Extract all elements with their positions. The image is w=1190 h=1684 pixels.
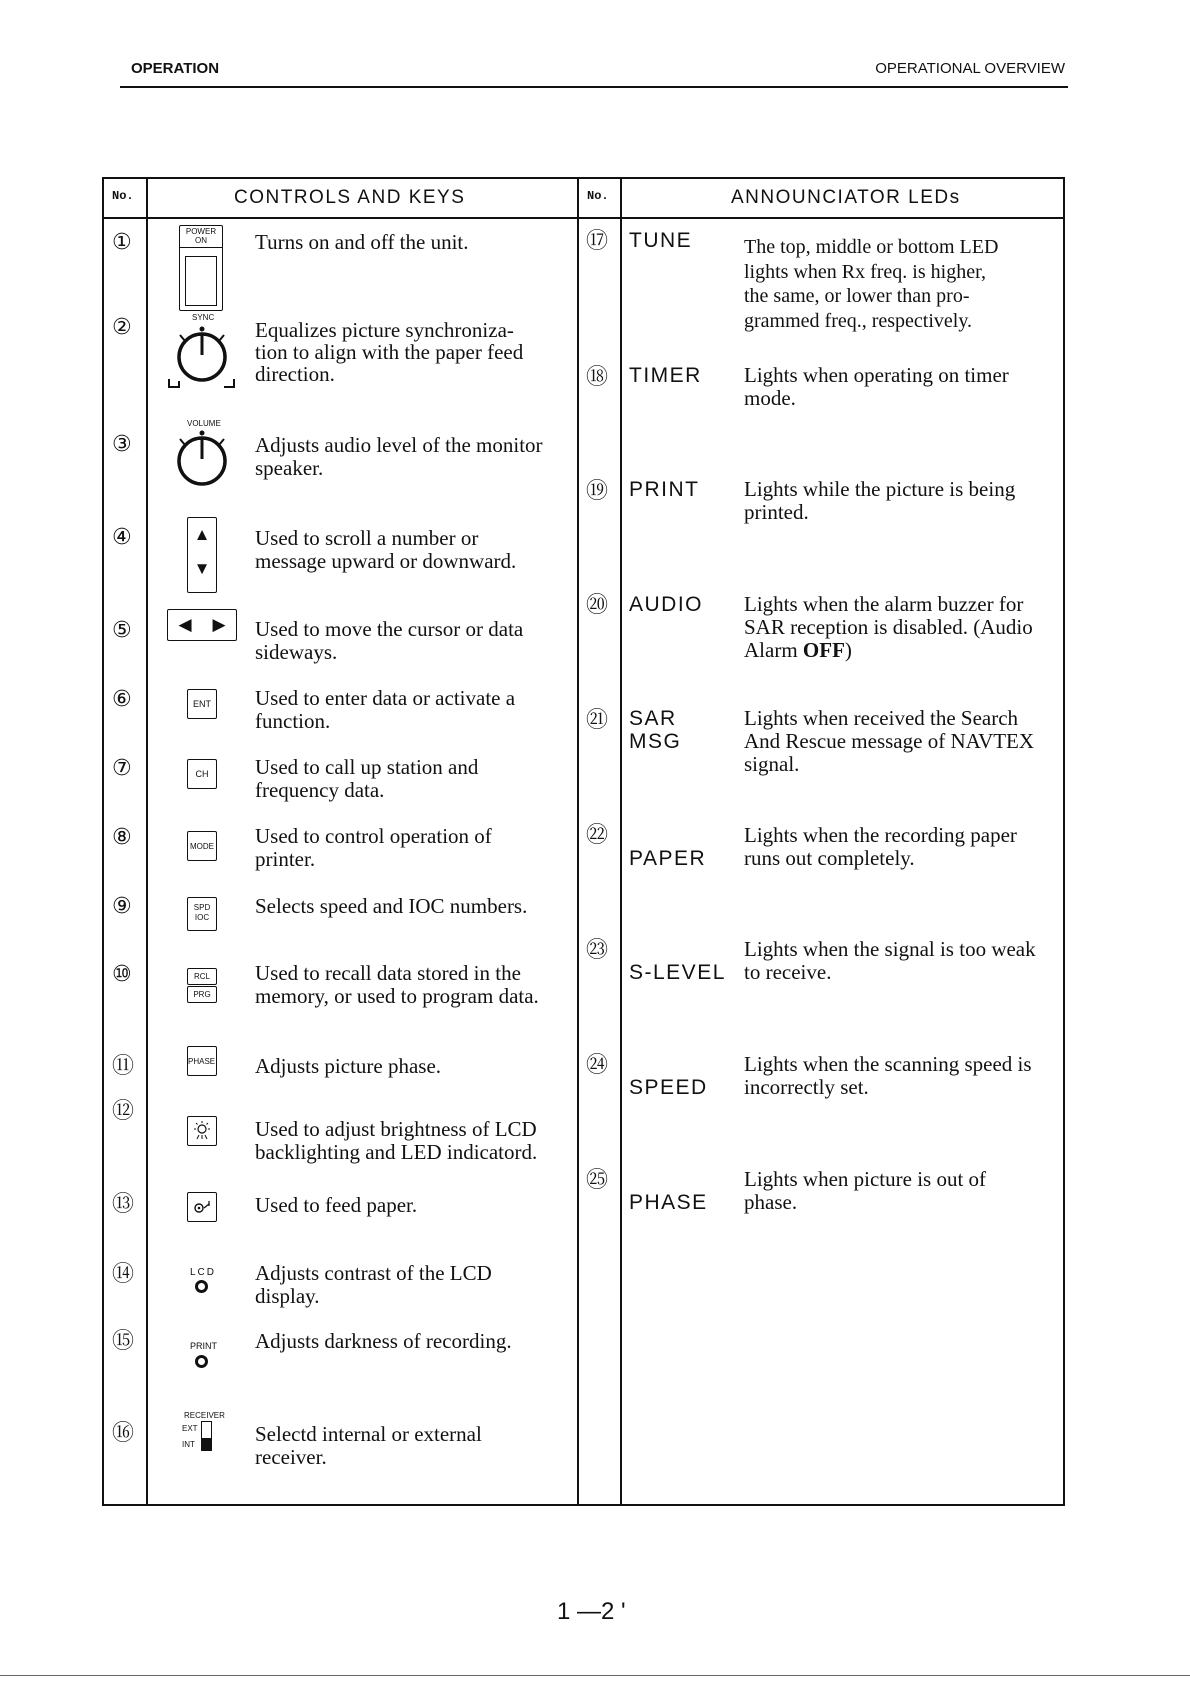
led-description	[744, 824, 1017, 870]
description-line: Adjusts darkness of recording.	[255, 1329, 512, 1353]
switch-slider	[202, 1438, 211, 1450]
description-line: Lights when the alarm buzzer for	[744, 592, 1024, 616]
description-line: The top, middle or bottom LED	[744, 236, 999, 258]
description-line: to receive.	[744, 960, 832, 984]
control-description	[255, 230, 469, 254]
volume-label: VOLUME	[187, 419, 221, 428]
description-line: Lights when picture is out of	[744, 1167, 987, 1191]
paper-feed-icon	[191, 1199, 213, 1215]
receiver-label: RECEIVER	[184, 1411, 225, 1420]
description-line: frequency data.	[255, 778, 385, 802]
item-number: ②	[112, 315, 132, 340]
item-number: ⑤	[112, 618, 132, 643]
control-description	[255, 1193, 417, 1217]
description-line: Selectd internal or external	[255, 1422, 482, 1446]
description-line: mode.	[744, 386, 796, 410]
rcl-key[interactable]: RCL	[187, 968, 217, 985]
control-description	[255, 1329, 512, 1353]
item-number: ④	[112, 525, 132, 550]
description-line: Adjusts picture phase.	[255, 1054, 442, 1078]
item-number: ⑯	[112, 1421, 135, 1446]
left-right-keys[interactable]	[167, 609, 237, 641]
item-number: ⑫	[112, 1099, 135, 1124]
control-description	[255, 687, 515, 733]
up-down-keys[interactable]	[187, 517, 217, 593]
on-label: ON	[195, 236, 207, 245]
description-line: And Rescue message of NAVTEX	[744, 729, 1035, 753]
item-number: ⑦	[112, 756, 132, 781]
led-name-line: MSG	[629, 730, 682, 753]
up-arrow-icon[interactable]: ▲	[193, 525, 211, 544]
description-line: Turns on and off the unit.	[255, 230, 469, 254]
col-header-no-2: No.	[587, 189, 609, 203]
page-number: 1 —2 '	[557, 1598, 626, 1625]
divider	[577, 179, 579, 1504]
control-description	[255, 1423, 482, 1469]
description-line: printer.	[255, 847, 316, 871]
spd-label: SPD	[193, 903, 211, 912]
description-text: Alarm	[744, 638, 803, 662]
description-line: the same, or lower than pro-	[744, 285, 970, 307]
led-name: SPEED	[629, 1076, 708, 1099]
description-line: backlighting and LED indicatord.	[255, 1140, 538, 1164]
item-number: ③	[112, 432, 132, 457]
control-description	[255, 319, 523, 385]
description-line: Used to scroll a number or	[255, 526, 479, 550]
item-number: ㉒	[586, 823, 609, 848]
power-switch[interactable]	[179, 225, 223, 311]
ioc-label: IOC	[194, 913, 210, 922]
led-description	[744, 235, 998, 333]
left-arrow-icon[interactable]: ◀	[178, 615, 192, 634]
description-line: Used to feed paper.	[255, 1193, 418, 1217]
item-number: ⑪	[112, 1054, 135, 1079]
operation-table	[102, 177, 1065, 1506]
led-description	[744, 1168, 986, 1214]
item-number: ㉓	[586, 938, 609, 963]
header-rule	[120, 86, 1068, 88]
item-number: ⑭	[112, 1262, 135, 1287]
description-line: function.	[255, 709, 331, 733]
description-line: Lights while the picture is being	[744, 477, 1016, 501]
item-number: ⑥	[112, 687, 132, 712]
description-line: message upward or downward.	[255, 549, 517, 573]
description-line: Equalizes picture synchroniza-	[255, 318, 514, 342]
col-header-controls: CONTROLS AND KEYS	[234, 187, 466, 208]
sync-knob-icon[interactable]	[166, 321, 238, 391]
off-text: OFF	[802, 638, 845, 662]
item-number: ⑲	[586, 479, 609, 504]
led-name-line: SAR	[629, 707, 677, 730]
control-description	[255, 962, 539, 1008]
int-label: INT	[182, 1440, 195, 1449]
description-line: Used to enter data or activate a	[255, 686, 516, 710]
description-line: runs out completely.	[744, 846, 915, 870]
item-number: ⑩	[112, 962, 132, 987]
dimmer-key[interactable]	[187, 1116, 217, 1146]
control-description	[255, 894, 527, 918]
item-number: ⑬	[112, 1192, 135, 1217]
description-line: Lights when received the Search	[744, 706, 1019, 730]
description-line: lights when Rx freq. is higher,	[744, 260, 986, 283]
switch-lever	[185, 256, 217, 306]
description-line	[744, 639, 1033, 662]
led-description	[744, 1053, 1032, 1099]
description-line: Used to call up station and	[255, 755, 479, 779]
led-description	[744, 938, 1036, 984]
description-line: receiver.	[255, 1445, 327, 1469]
led-name: PHASE	[629, 1191, 708, 1214]
description-line: tion to align with the paper feed	[255, 340, 524, 364]
led-name	[629, 707, 681, 753]
control-description	[255, 1054, 441, 1078]
led-description	[744, 707, 1034, 776]
led-description	[744, 478, 1015, 524]
description-line: Used to control operation of	[255, 824, 492, 848]
item-number: ㉕	[586, 1168, 609, 1193]
item-number: ㉔	[586, 1053, 609, 1078]
control-description	[255, 1118, 537, 1164]
phase-key[interactable]: PHASE	[187, 1046, 217, 1076]
control-description	[255, 1262, 492, 1308]
item-number: ⑳	[586, 593, 609, 618]
led-name: TUNE	[629, 229, 693, 252]
description-line: Used to recall data stored in the	[255, 961, 521, 985]
sync-label: SYNC	[192, 313, 215, 322]
control-description	[255, 825, 492, 871]
led-description	[744, 593, 1033, 662]
description-line: Used to move the cursor or data	[255, 617, 524, 641]
description-line: Lights when the signal is too weak	[744, 937, 1036, 961]
led-name: AUDIO	[629, 593, 704, 616]
control-description	[255, 527, 516, 573]
description-line: grammed freq., respectively.	[744, 309, 973, 332]
description-line: display.	[255, 1284, 320, 1308]
description-line: Adjusts contrast of the LCD	[255, 1261, 492, 1285]
spd-ioc-key[interactable]	[187, 897, 217, 931]
led-name: PRINT	[629, 478, 700, 501]
description-line: Selects speed and IOC numbers.	[255, 894, 528, 918]
receiver-switch[interactable]	[201, 1421, 212, 1451]
running-header-left: OPERATION	[131, 60, 220, 77]
item-number: ⑧	[112, 825, 132, 850]
description-line: speaker.	[255, 456, 324, 480]
print-darkness-knob[interactable]	[195, 1355, 208, 1368]
item-number: ①	[112, 230, 132, 255]
description-line: sideways.	[255, 640, 338, 664]
ent-key[interactable]: ENT	[187, 689, 217, 719]
scan-edge-line	[0, 1675, 1190, 1676]
description-line: Lights when the scanning speed is	[744, 1052, 1032, 1076]
description-line: Lights when operating on timer	[744, 363, 1009, 387]
led-name: TIMER	[629, 364, 702, 387]
item-number: ⑮	[112, 1329, 135, 1354]
description-line: Adjusts audio level of the monitor	[255, 433, 543, 457]
description-line: phase.	[744, 1190, 798, 1214]
prg-key[interactable]: PRG	[187, 986, 217, 1003]
description-line: memory, or used to program data.	[255, 984, 539, 1008]
col-header-leds: ANNOUNCIATOR LEDs	[731, 187, 961, 208]
divider	[620, 179, 622, 1504]
led-name: PAPER	[629, 847, 707, 870]
control-description	[255, 618, 523, 664]
item-number: ㉑	[586, 708, 609, 733]
item-number: ⑰	[586, 229, 609, 254]
mode-key[interactable]: MODE	[187, 831, 217, 861]
control-description	[255, 756, 478, 802]
ch-key[interactable]: CH	[187, 759, 217, 789]
description-line: Used to adjust brightness of LCD	[255, 1117, 537, 1141]
volume-knob-icon[interactable]	[166, 425, 238, 491]
description-line: signal.	[744, 752, 800, 776]
lcd-label: LCD	[190, 1267, 217, 1278]
down-arrow-icon[interactable]: ▼	[193, 559, 211, 578]
description-line: incorrectly set.	[744, 1075, 869, 1099]
power-label: POWER	[185, 227, 217, 236]
brightness-icon	[191, 1120, 213, 1142]
description-line: Lights when the recording paper	[744, 823, 1017, 847]
item-number: ⑨	[112, 894, 132, 919]
feed-key[interactable]	[187, 1192, 217, 1222]
description-text: )	[844, 638, 852, 662]
ext-label: EXT	[182, 1424, 198, 1433]
description-line: direction.	[255, 362, 335, 386]
col-header-no: No.	[112, 189, 134, 203]
right-arrow-icon[interactable]: ▶	[212, 615, 226, 634]
lcd-contrast-knob[interactable]	[195, 1280, 208, 1293]
print-label: PRINT	[190, 1341, 217, 1351]
led-description	[744, 364, 1009, 410]
item-number: ⑱	[586, 365, 609, 390]
running-header-right: OPERATIONAL OVERVIEW	[875, 60, 1065, 77]
description-line: printed.	[744, 500, 809, 524]
led-name: S-LEVEL	[629, 961, 726, 984]
control-description	[255, 434, 543, 480]
description-line: SAR reception is disabled. (Audio	[744, 615, 1033, 639]
header-divider	[104, 217, 1063, 219]
divider	[146, 179, 148, 1504]
